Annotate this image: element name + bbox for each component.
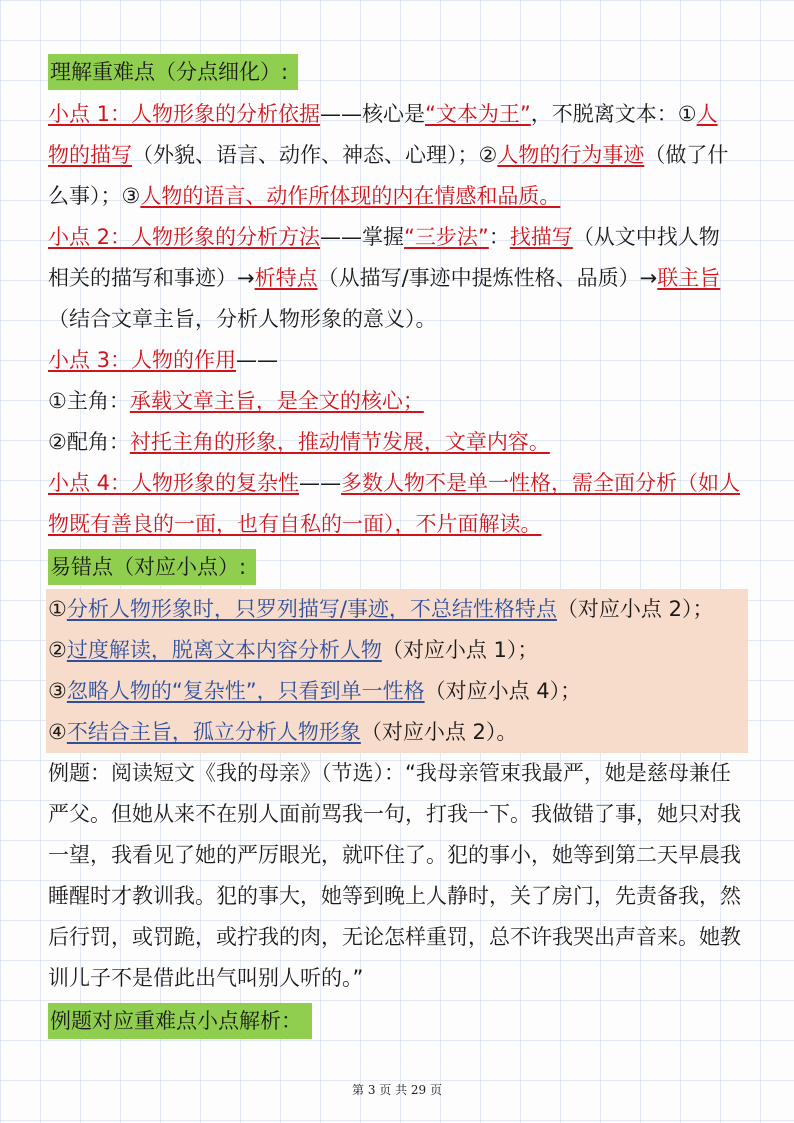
point-1-item-1-detail: （外貌、语言、动作、神态、心理）；②: [132, 143, 498, 167]
point-3-title: 小点 3：人物的作用: [48, 348, 237, 372]
point-1-keyword: “文本为王”: [425, 102, 531, 126]
mistake-text: 不结合主旨，孤立分析人物形象: [66, 720, 361, 744]
point-4-dash: ——: [299, 471, 342, 495]
example-line: [48, 794, 752, 835]
heading-key-points-text: 理解重难点（分点细化）:: [48, 54, 298, 90]
point-2-line-3: [48, 299, 752, 340]
mistakes-block: [46, 589, 748, 753]
heading-example-analysis-text: 例题对应重难点小点解析：: [48, 1003, 312, 1039]
heading-example-analysis: [48, 999, 752, 1043]
document-page: [48, 50, 752, 1043]
heading-key-points: [48, 50, 752, 94]
point-3-lead-role: 承载文章主旨，是全文的核心；: [129, 389, 424, 413]
point-1-line-2: [48, 135, 752, 176]
mistake-number: ④: [48, 720, 67, 744]
point-4-detail: 多数人物不是单一性格，需全面分析（如人: [341, 471, 741, 495]
point-1-item-2-detail: （做了什: [644, 143, 729, 167]
mistake-item: [48, 630, 748, 671]
mistake-ref: （对应小点 1）；: [381, 638, 539, 662]
point-1-line-1: [48, 94, 752, 135]
mistake-text: 忽略人物的“复杂性”，只看到单一性格: [66, 679, 425, 703]
point-3-support-role: 衬托主角的形象，推动情节发展，文章内容。: [129, 430, 550, 454]
mistake-text: 过度解读，脱离文本内容分析人物: [66, 638, 382, 662]
mistake-ref: （对应小点 4）；: [424, 679, 582, 703]
point-1-line-3: [48, 176, 752, 217]
example-text: 严父。但她从来不在别人面前骂我一句，打我一下。我做错了事，她只对我: [48, 802, 741, 826]
example-line: [48, 753, 752, 794]
mistake-item: [48, 671, 748, 712]
mistake-item: [48, 589, 748, 630]
point-1-text: ，不脱离文本：①: [530, 102, 697, 126]
point-4-title: 小点 4：人物形象的复杂性: [48, 471, 300, 495]
point-3-lead-label: ①主角：: [48, 389, 130, 413]
point-2-step-1-detail: （从文中找人物: [572, 225, 720, 249]
example-text: 后行罚，或罚跪，或拧我的肉，无论怎样重罚，总不许我哭出声音来。她教: [48, 925, 741, 949]
point-3-line-1: [48, 340, 752, 381]
example-text: 睡醒时才教训我。犯的事大，她等到晚上人静时，关了房门，先责备我，然: [48, 884, 741, 908]
page-footer: 第 3 页 共 29 页: [352, 1083, 442, 1097]
mistake-text: 分析人物形象时，只罗列描写/事迹，不总结性格特点: [66, 597, 557, 621]
point-2-dash: ——掌握: [320, 225, 405, 249]
point-2-step-2-detail: （从描写/事迹中提炼性格、品质）→: [317, 266, 658, 290]
point-2-line-1: [48, 217, 752, 258]
point-2-step-1: 找描写: [509, 225, 573, 249]
heading-common-mistakes: [48, 545, 752, 589]
mistake-ref: （对应小点 2）；: [556, 597, 714, 621]
example-line: [48, 958, 752, 999]
point-3-line-3: [48, 422, 752, 463]
point-2-step-1-detail-end: 相关的描写和事迹）→: [48, 266, 255, 290]
point-2-step-3: 联主旨: [657, 266, 721, 290]
point-2-line-2: [48, 258, 752, 299]
mistake-ref: （对应小点 2）。: [360, 720, 518, 744]
point-2-keyword: “三步法”: [404, 225, 489, 249]
example-text: 训儿子不是借此出气叫别人听的。”: [48, 966, 364, 990]
point-1-item-2-detail-end: 么事）；③: [48, 184, 141, 208]
point-4-detail-end: 物既有善良的一面，也有自私的一面），不片面解读。: [48, 512, 542, 536]
mistake-number: ③: [48, 679, 67, 703]
mistake-item: [48, 712, 748, 753]
example-text: 例题：阅读短文《我的母亲》（节选）：“我母亲管束我最严，她是慈母兼任: [48, 761, 731, 785]
point-3-support-label: ②配角：: [48, 430, 130, 454]
example-text: 一望，我看见了她的严厉眼光，就吓住了。犯的事小，她等到第二天早晨我: [48, 843, 741, 867]
mistake-number: ①: [48, 597, 67, 621]
heading-common-mistakes-text: 易错点（对应小点）:: [48, 549, 256, 585]
example-line: [48, 876, 752, 917]
point-1-item-1-end: 物的描写: [48, 143, 132, 167]
point-1-dash: ——核心是: [320, 102, 426, 126]
example-line: [48, 835, 752, 876]
example-line: [48, 917, 752, 958]
point-1-item-3: 人物的语言、动作所体现的内在情感和品质。: [140, 184, 561, 208]
mistake-number: ②: [48, 638, 67, 662]
point-2-step-2: 析特点: [254, 266, 318, 290]
point-1-title: 小点 1：人物形象的分析依据: [48, 102, 321, 126]
point-2-title: 小点 2：人物形象的分析方法: [48, 225, 321, 249]
point-2-step-3-detail: （结合文章主旨，分析人物形象的意义）。: [48, 307, 437, 331]
point-3-line-2: [48, 381, 752, 422]
point-2-colon: ：: [488, 225, 510, 249]
point-1-item-2: 人物的行为事迹: [497, 143, 645, 167]
point-3-dash: ——: [236, 348, 279, 372]
point-1-item-1-start: 人: [696, 102, 718, 126]
point-4-line-2: [48, 504, 752, 545]
point-4-line-1: [48, 463, 752, 504]
